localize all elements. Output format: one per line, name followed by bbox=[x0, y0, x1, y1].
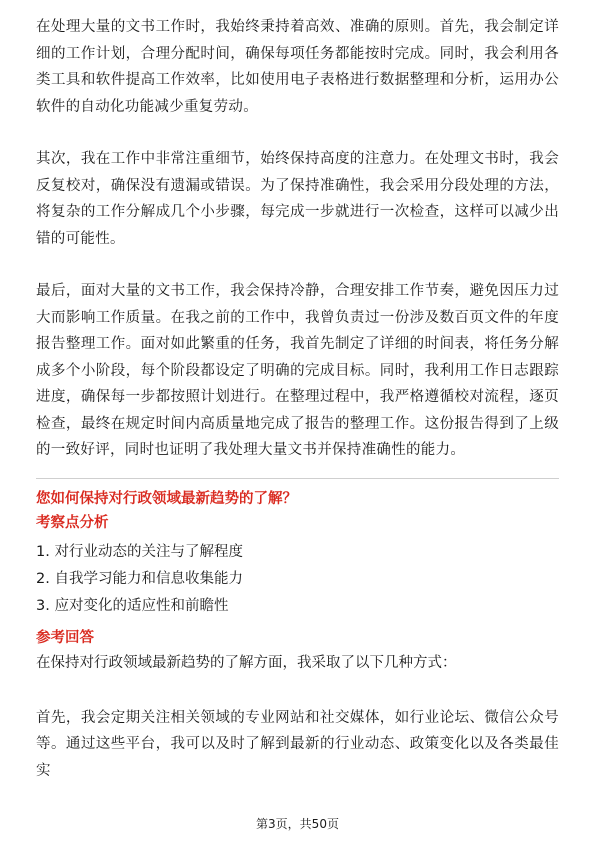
body-paragraph-3: 最后，面对大量的文书工作，我会保持冷静，合理安排工作节奏，避免因压力过大而影响工作质量。在我之前的工作中，我曾负责过一份涉及数百页文件的年度报告整理工作。面对如此繁重的任务，我首先制定了详细的时间表，将任务分解成多个小阶段，每个阶段都设定了明确的完成目标。同时，我利用工作日志跟踪进度，确保每一步都按照计划进行。在整理过程中，我严格遵循校对流程，逐页检查，最终在规定时间内高质量地完成了报告的整理工作。这份报告得到了上级的一致好评，同时也证明了我处理大量文书并保持准确性的能力。 bbox=[36, 283, 559, 458]
analysis-title: 考察点分析 bbox=[36, 514, 109, 531]
section-divider bbox=[36, 478, 559, 479]
document-page bbox=[36, 14, 559, 784]
analysis-point-3: 3. 应对变化的适应性和前瞻性 bbox=[36, 597, 229, 614]
body-paragraph-1: 在处理大量的文书工作时，我始终秉持着高效、准确的原则。首先，我会制定详细的工作计划，合理分配时间，确保每项任务都能按时完成。同时，我会利用各类工具和软件提高工作效率，比如使用电子表格进行数据整理和分析，运用办公软件的自动化功能减少重复劳动。 bbox=[36, 19, 559, 115]
analysis-point-2: 2. 自我学习能力和信息收集能力 bbox=[36, 570, 243, 587]
analysis-list bbox=[36, 539, 559, 620]
answer-paragraph: 首先，我会定期关注相关领域的专业网站和社交媒体，如行业论坛、微信公众号等。通过这些平台，我可以及时了解到最新的行业动态、政策变化以及各类最佳实 bbox=[36, 709, 559, 779]
analysis-point-1: 1. 对行业动态的关注与了解程度 bbox=[36, 543, 243, 560]
body-paragraph-2: 其次，我在工作中非常注重细节，始终保持高度的注意力。在处理文书时，我会反复校对，确保没有遗漏或错误。为了保持准确性，我会采用分段处理的方法，将复杂的工作分解成几个小步骤，每完成一步就进行一次检查，这样可以减少出错的可能性。 bbox=[36, 151, 559, 247]
page-number: 第3页，共50页 bbox=[256, 817, 339, 831]
interview-question: 您如何保持对行政领域最新趋势的了解？ bbox=[36, 490, 297, 507]
answer-title: 参考回答 bbox=[36, 629, 94, 646]
answer-intro: 在保持对行政领域最新趋势的了解方面，我采取了以下几种方式： bbox=[36, 654, 457, 671]
